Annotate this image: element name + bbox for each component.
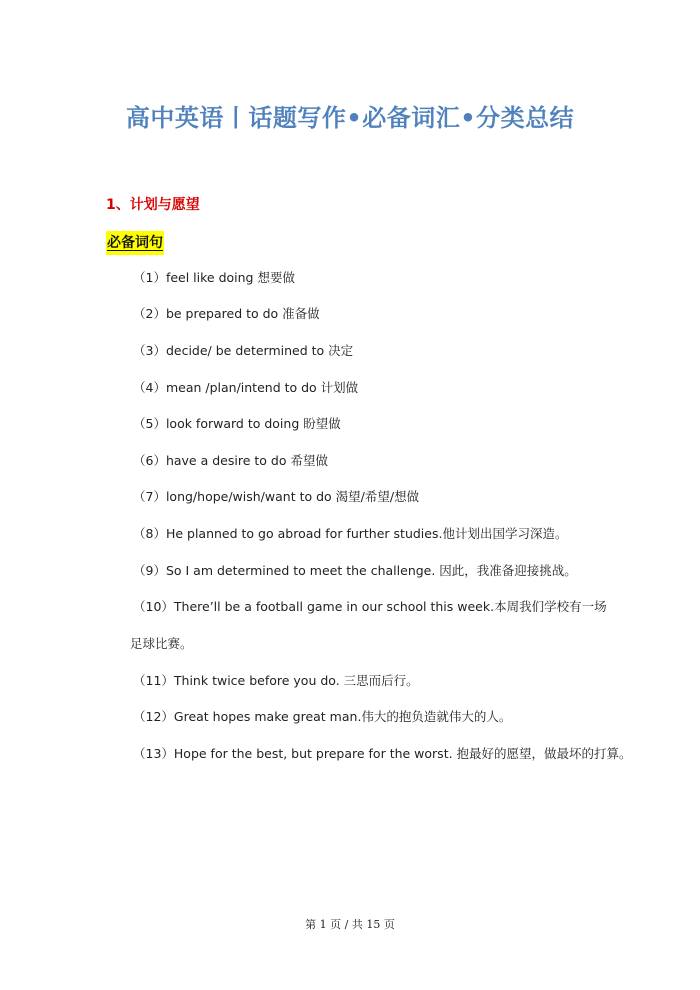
document-title: 高中英语丨话题写作•必备词汇•分类总结 xyxy=(125,104,575,132)
phrase-item-5: （5）look forward to doing 盼望做 xyxy=(133,416,341,431)
sentence-item-8: （8）He planned to go abroad for further studies.他计划出国学习深造。 xyxy=(133,526,568,541)
phrase-item-1: （1）feel like doing 想要做 xyxy=(133,270,295,285)
section-heading: 1、计划与愿望 xyxy=(106,197,200,213)
phrase-item-4: （4）mean /plan/intend to do 计划做 xyxy=(133,380,359,395)
sentence-item-12: （12）Great hopes make great man.伟大的抱负造就伟大的人。 xyxy=(133,709,512,724)
sentence-item-10-continuation: 足球比赛。 xyxy=(130,636,193,651)
phrase-item-2: （2）be prepared to do 准备做 xyxy=(133,306,320,321)
phrase-item-7: （7）long/hope/wish/want to do 渴望/希望/想做 xyxy=(133,489,420,504)
sentence-item-11: （11）Think twice before you do. 三思而后行。 xyxy=(133,673,419,688)
sentence-item-13: （13）Hope for the best, but prepare for the worst. 抱最好的愿望，做最坏的打算。 xyxy=(133,746,632,761)
phrase-item-6: （6）have a desire to do 希望做 xyxy=(133,453,328,468)
sentence-item-10: （10）There’ll be a football game in our school this week.本周我们学校有一场 xyxy=(133,599,607,614)
highlighted-subheading: 必备词句 xyxy=(106,231,164,255)
phrase-item-3: （3）decide/ be determined to 决定 xyxy=(133,343,354,358)
page-footer: 第 1 页 / 共 15 页 xyxy=(305,918,395,931)
sentence-item-9: （9）So I am determined to meet the challenge. 因此，我准备迎接挑战。 xyxy=(133,563,577,578)
